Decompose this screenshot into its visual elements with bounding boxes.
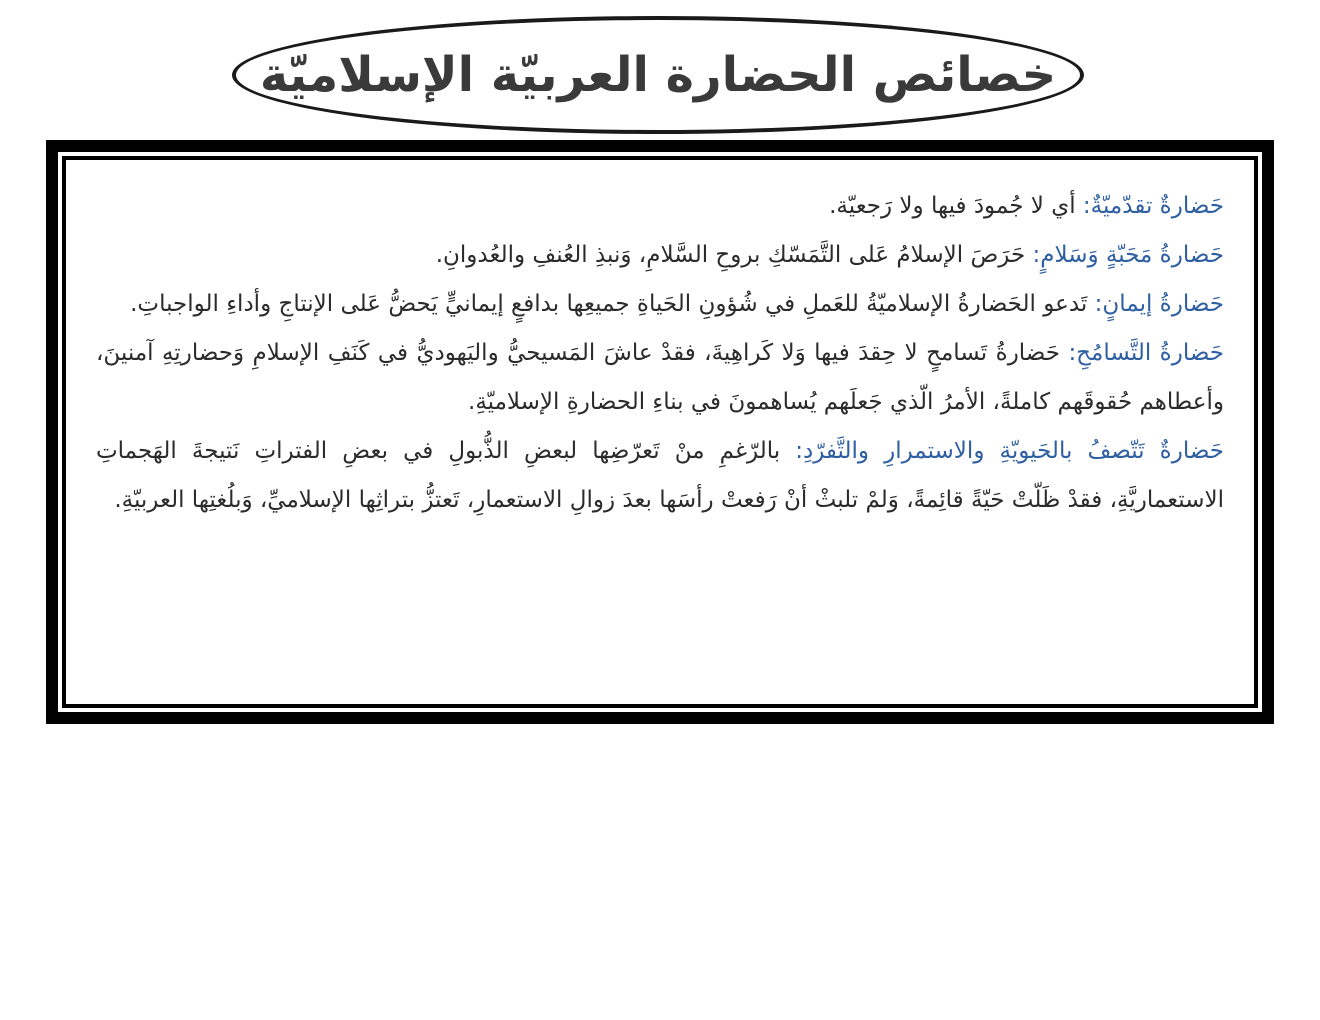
characteristic-text: تَدعو الحَضارةُ الإسلاميّةُ للعَملِ في شُؤونِ الحَياةِ جميعِها بدافعٍ إيمانيٍّ يَحضُّ عَلى الإنتاجِ وأداءِ الواجباتِ. bbox=[130, 291, 1095, 317]
characteristic-text: بالرّغمِ منْ تَعرّضِها لبعضِ الذُّبولِ في بعضِ الفتراتِ نَتيجةَ الهَجماتِ الاستعماريَّةِ، فقدْ ظَلّتْ حَيّةً قائِمةً، وَلمْ تلبثْ أنْ رَفعتْ رأسَها بعدَ زوالِ الاستعمارِ، تَعتزُّ بتراثِها الإسلاميِّ، وَبلُغتِها العربيّةِ. bbox=[96, 438, 1224, 513]
characteristic-faith bbox=[96, 280, 1224, 329]
characteristic-love-peace bbox=[96, 231, 1224, 280]
characteristic-progressive bbox=[96, 182, 1224, 231]
characteristic-tolerance bbox=[96, 329, 1224, 427]
characteristic-term: حَضارةُ إيمانٍ: bbox=[1094, 291, 1224, 317]
content-box bbox=[62, 156, 1258, 708]
characteristic-vitality bbox=[96, 427, 1224, 525]
characteristic-term: حَضارةُ مَحَبّةٍ وَسَلامٍ: bbox=[1032, 242, 1224, 268]
characteristic-text: أي لا جُمودَ فيها ولا رَجعيّة. bbox=[829, 193, 1083, 219]
characteristic-term: حَضارةٌ تقدّميّةٌ: bbox=[1082, 193, 1224, 219]
content-frame bbox=[46, 140, 1274, 724]
characteristics-list bbox=[96, 182, 1224, 525]
characteristic-term: حَضارةٌ تَتّصفُ بالحَيويّةِ والاستمرارِ والتَّفرّدِ: bbox=[795, 438, 1225, 464]
characteristic-text: حَرَصَ الإسلامُ عَلى التَّمَسّكِ بروحِ السَّلامِ، وَنبذِ العُنفِ والعُدوانِ. bbox=[435, 242, 1033, 268]
characteristic-text: حَضارةُ تَسامحٍ لا حِقدَ فيها وَلا كَراهِيةَ، فقدْ عاشَ المَسيحيُّ واليَهوديُّ في كَنَفِ الإسلامِ وَحضارتِهِ آمنينَ، وأعطاهم حُقوقَهم كاملةً، الأمرُ الّذي جَعلَهم يُساهمونَ في بناءِ الحضارةِ الإسلاميّةِ. bbox=[96, 340, 1224, 415]
characteristic-term: حَضارةُ التَّسامُحِ: bbox=[1068, 340, 1224, 366]
page-title: خصائص الحضارة العربيّة الإسلاميّة bbox=[259, 47, 1057, 103]
title-oval bbox=[232, 16, 1084, 134]
